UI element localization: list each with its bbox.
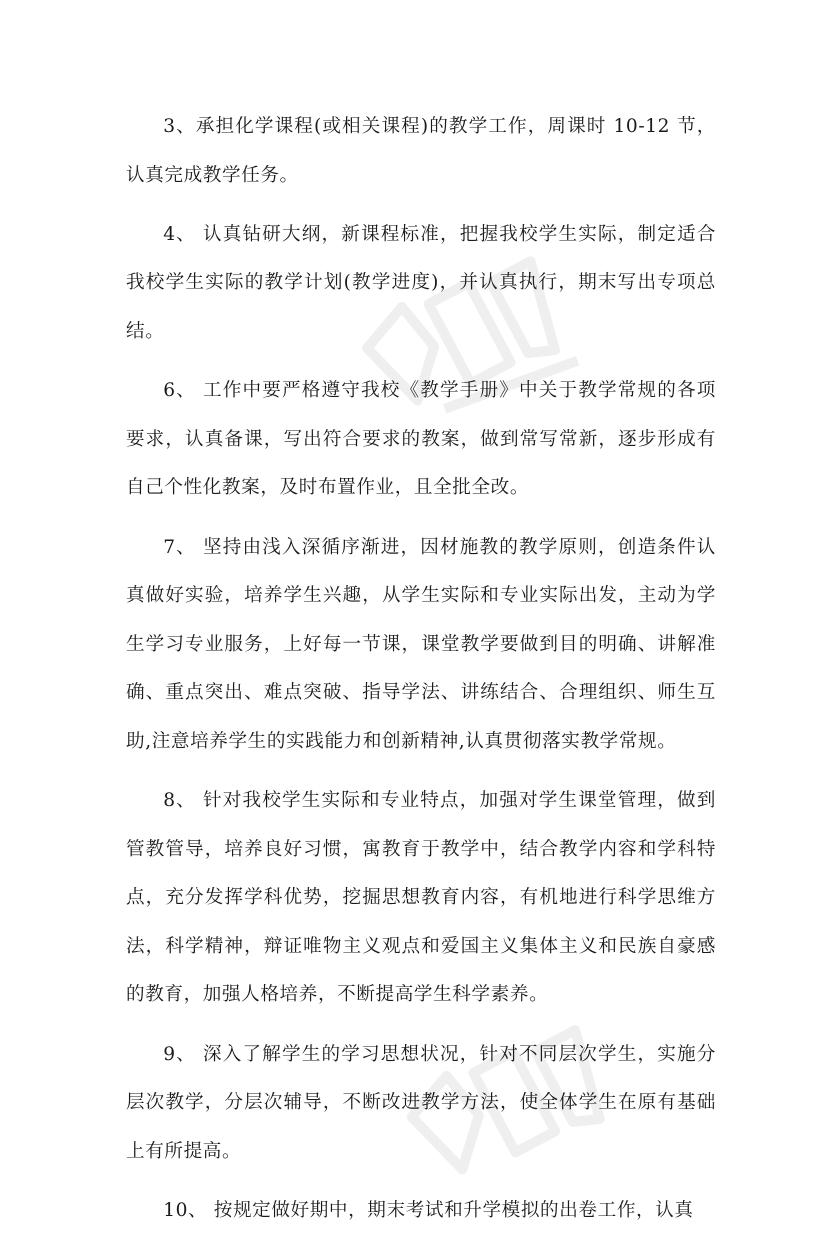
paragraph-item-8: 8、 针对我校学生实际和专业特点，加强对学生课堂管理，做到管教管导，培养良好习惯，寓教育于教学中，结合教学内容和学科特点，充分发挥学科优势，挖掘思想教育内容，有机地进行科学思维方法，科学精神，辩证唯物主义观点和爱国主义集体主义和民族自豪感的教育，加强人格培养，不断提高学生科学素养。 [126,790,716,1006]
paragraph-item-7: 7、 坚持由浅入深循序渐进，因材施教的教学原则，创造条件认真做好实验，培养学生兴趣，从学生实际和专业实际出发，主动为学生学习专业服务，上好每一节课，课堂教学要做到目的明确、讲解准确、重点突出、难点突破、指导学法、讲练结合、合理组织、师生互助,注意培养学生的实践能力和创新精神,认真贯彻落实教学常规。 [126,536,716,752]
paragraph-item-3: 3、承担化学课程(或相关课程)的教学工作，周课时 10-12 节，认真完成教学任务。 [126,116,716,186]
paragraph-item-6: 6、 工作中要严格遵守我校《教学手册》中关于教学常规的各项要求，认真备课，写出符合要求的教案，做到常写常新，逐步形成有自己个性化教案，及时布置作业，且全批全改。 [126,380,716,499]
document-body [126,103,716,1246]
paragraph-item-9: 9、 深入了解学生的学习思想状况，针对不同层次学生，实施分层次教学，分层次辅导，不断改进教学方法，使全体学生在原有基础上有所提高。 [126,1043,716,1162]
paragraph-item-10: 10、 按规定做好期中，期末考试和升学模拟的出卷工作，认真 [163,1200,694,1222]
paragraph-item-4: 4、 认真钻研大纲，新课程标准，把握我校学生实际，制定适合我校学生实际的教学计划(教学进度)，并认真执行，期末写出专项总结。 [126,223,716,342]
